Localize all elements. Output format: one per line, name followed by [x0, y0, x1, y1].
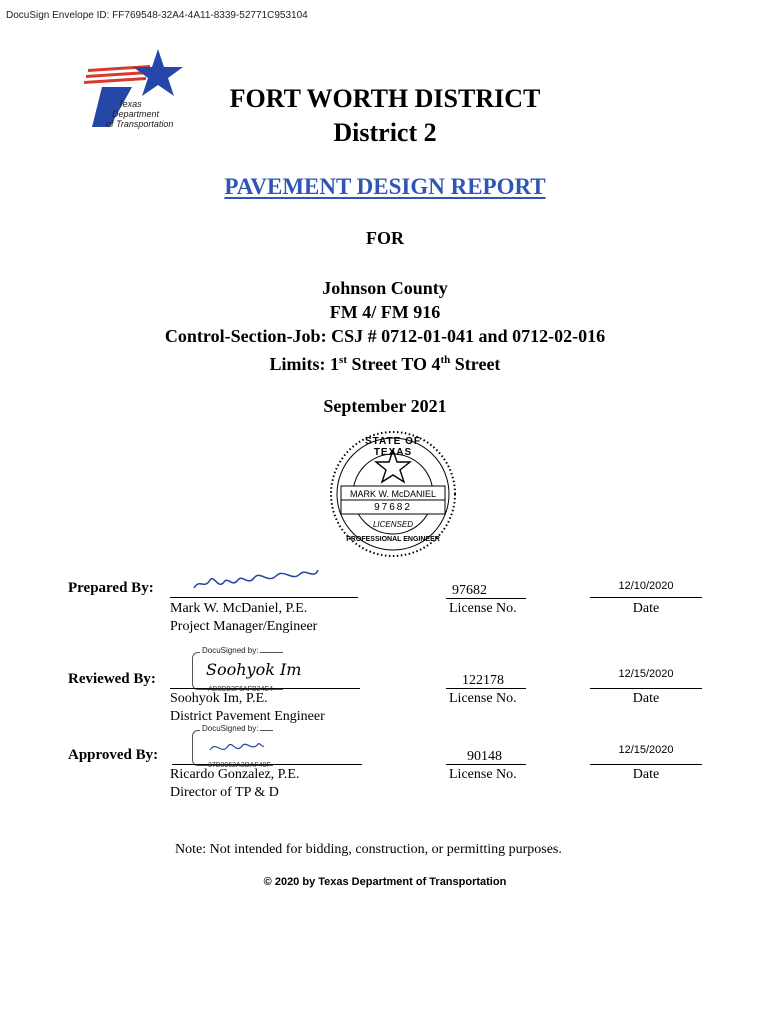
reviewed-license: 122178	[462, 673, 504, 688]
disclaimer-note: Note: Not intended for bidding, construction, or permitting purposes.	[175, 842, 562, 857]
seal-professional: PROFESSIONAL ENGINEER	[346, 536, 440, 543]
approved-sign-line	[172, 764, 362, 765]
seal-licensed: LICENSED	[372, 520, 413, 529]
prepared-date-label: Date	[632, 601, 660, 616]
prepared-title: Project Manager/Engineer	[170, 619, 318, 634]
limits-prefix: Limits: 1	[269, 354, 340, 374]
report-title: PAVEMENT DESIGN REPORT	[224, 174, 546, 199]
reviewed-date-line	[590, 688, 702, 689]
reviewed-license-label: License No.	[449, 691, 517, 706]
reviewed-license-line	[446, 688, 526, 689]
approved-date-label: Date	[632, 767, 660, 782]
approved-docusign-code: 37B0962A3DAF48F	[208, 762, 271, 769]
prepared-by-label: Prepared By:	[68, 580, 154, 596]
reviewed-title: District Pavement Engineer	[170, 709, 325, 724]
limits-sup-th: th	[440, 354, 451, 366]
reviewed-docusign-code: AB8DB3F6AFB24E4	[208, 686, 273, 693]
project-route: FM 4/ FM 916	[329, 302, 441, 322]
reviewed-date: 12/15/2020	[618, 668, 674, 680]
project-csj: Control-Section-Job: CSJ # 0712-01-041 and 0712-02-016	[164, 326, 606, 346]
prepared-signature	[180, 560, 330, 598]
approved-title: Director of TP & D	[170, 785, 279, 800]
approved-license-label: License No.	[449, 767, 517, 782]
approved-by-label: Approved By:	[68, 747, 159, 763]
district-title: FORT WORTH DISTRICT	[229, 84, 541, 113]
logo-text-texas: Texas	[118, 99, 142, 109]
reviewed-sign-line	[170, 688, 360, 689]
copyright: © 2020 by Texas Department of Transportation	[263, 876, 507, 888]
reviewed-by-label: Reviewed By:	[68, 671, 156, 687]
approved-signature	[206, 736, 266, 760]
project-county: Johnson County	[322, 278, 448, 298]
prepared-sign-line	[170, 597, 358, 598]
reviewed-name: Soohyok Im, P.E.	[170, 691, 268, 706]
txdot-logo	[80, 47, 190, 132]
approved-license-line	[446, 764, 526, 765]
logo-text-transportation: of Transportation	[106, 119, 174, 129]
limits-sup-st: st	[339, 354, 347, 366]
approved-name: Ricardo Gonzalez, P.E.	[170, 767, 300, 782]
approved-date: 12/15/2020	[618, 744, 674, 756]
district-number: District 2	[333, 118, 437, 147]
reviewed-date-label: Date	[632, 691, 660, 706]
docusign-envelope-id: DocuSign Envelope ID: FF769548-32A4-4A11-8339-52771C953104	[6, 10, 308, 21]
reviewed-signature: Soohyok Im	[206, 660, 302, 679]
seal-state: STATE OF TEXAS	[365, 436, 421, 458]
approved-license: 90148	[467, 749, 502, 764]
prepared-name: Mark W. McDaniel, P.E.	[170, 601, 308, 616]
limits-suffix: Street	[450, 354, 501, 374]
seal-name: MARK W. McDANIEL	[349, 489, 436, 499]
engineer-seal	[327, 428, 459, 560]
reviewed-docusigned-label: DocuSigned by:	[202, 646, 259, 655]
for-label: FOR	[366, 228, 404, 248]
prepared-license: 97682	[452, 583, 487, 598]
prepared-license-label: License No.	[449, 601, 517, 616]
prepared-date: 12/10/2020	[618, 580, 674, 592]
seal-number: 97682	[374, 502, 412, 513]
approved-docusigned-label: DocuSigned by:	[202, 724, 259, 733]
prepared-license-line	[446, 598, 526, 599]
prepared-date-line	[590, 597, 702, 598]
project-limits	[0, 348, 770, 376]
report-date: September 2021	[323, 396, 447, 416]
approved-date-line	[590, 764, 702, 765]
logo-text-department: Department	[112, 109, 160, 119]
limits-mid: Street TO 4	[347, 354, 441, 374]
